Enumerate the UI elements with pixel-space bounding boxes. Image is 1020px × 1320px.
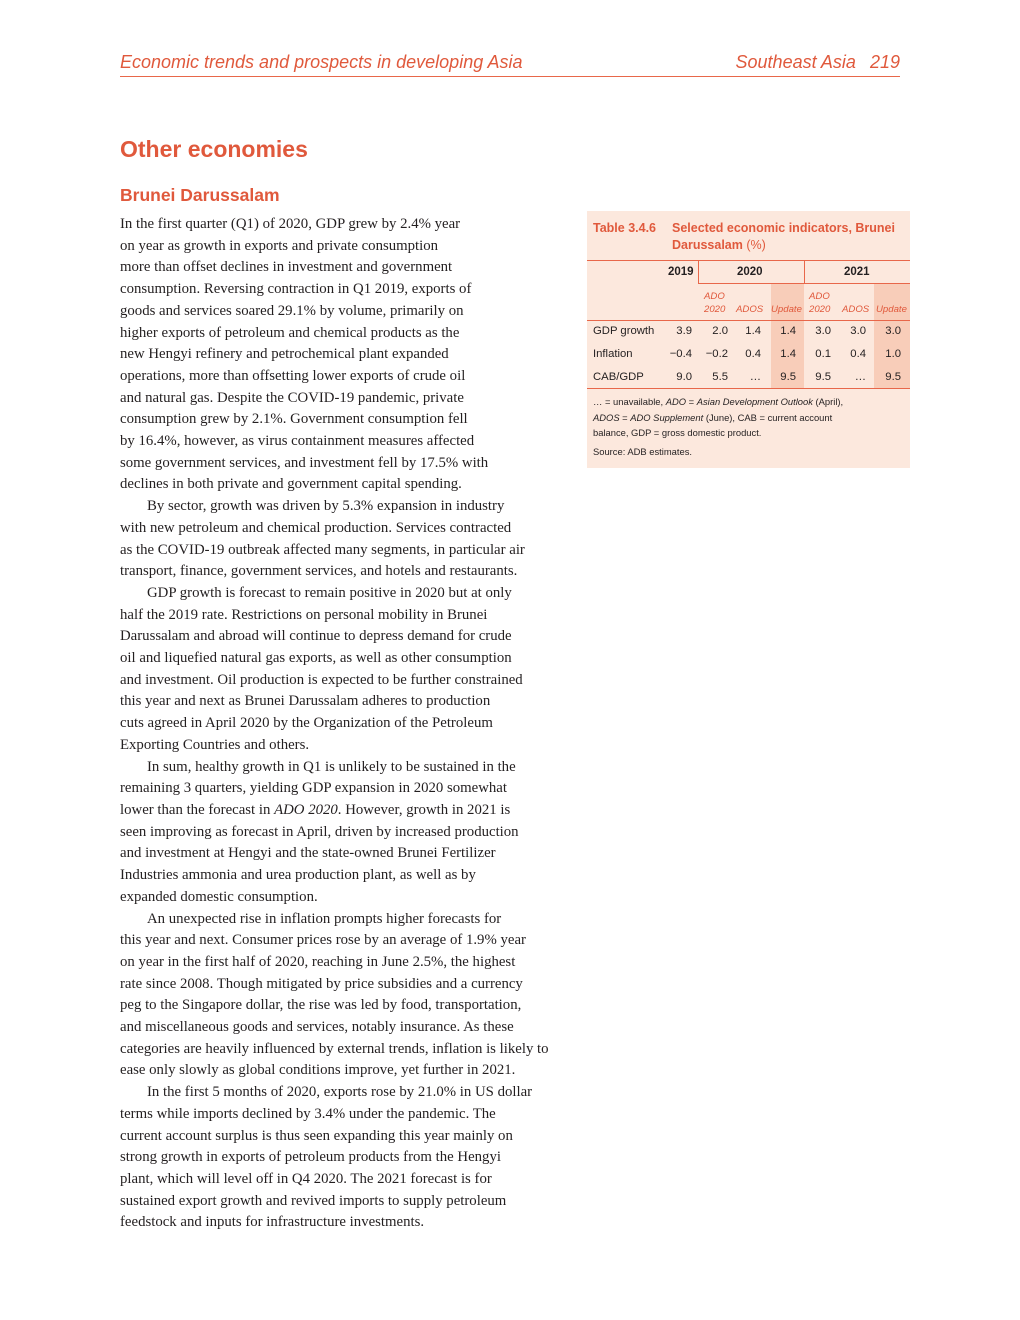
body-line: rate since 2008. Though mitigated by price subsidies and a currency <box>120 975 523 992</box>
body-line: Industries ammonia and urea production plant, as well as by <box>120 867 476 884</box>
page-number: 219 <box>869 52 900 72</box>
section-title: Other economies <box>120 136 308 162</box>
body-line: plant, which will level off in Q4 2020. The 2021 forecast is for <box>120 1170 492 1187</box>
body-line: ease only slowly as global conditions improve, yet further in 2021. <box>120 1062 516 1079</box>
body-line: by 16.4%, however, as virus containment measures affected <box>120 433 475 450</box>
body-line: on year as growth in exports and private consumption <box>120 237 439 254</box>
body-line: consumption grew by 2.1%. Government consumption fell <box>120 411 468 428</box>
table-rule-header <box>587 320 910 321</box>
body-line: this year and next. Consumer prices rose by an average of 1.9% year <box>120 932 526 949</box>
body-line: sustained export growth and revived imports to supply petroleum <box>120 1192 507 1209</box>
row-label: Inflation <box>593 348 633 360</box>
body-line: this year and next as Brunei Darussalam adheres to production <box>120 693 491 710</box>
body-line: categories are heavily influenced by external trends, inflation is likely to <box>120 1040 549 1057</box>
body-line: and miscellaneous goods and services, notably insurance. As these <box>120 1019 514 1036</box>
table-caption <box>672 220 907 254</box>
table-source: Source: ADB estimates. <box>593 446 692 457</box>
body-line: peg to the Singapore dollar, the rise was led by food, transportation, <box>120 997 522 1014</box>
body-line: oil and liquefied natural gas exports, as well as other consumption <box>120 650 512 667</box>
running-header <box>120 52 900 77</box>
table-cell: 2.0 <box>712 325 728 337</box>
subhead-ado-2021: ADO 2020 <box>809 291 831 315</box>
body-line: feedstock and inputs for infrastructure investments. <box>120 1214 425 1231</box>
body-line: and investment. Oil production is expected to be further constrained <box>120 671 523 688</box>
table-rule-bottom <box>587 388 910 389</box>
table-notes: … = unavailable, ADO = Asian Development Outlook (April), ADOS = ADO Supplement (June), CAB = current account balance, GDP = gross domestic product. <box>593 396 844 438</box>
body-line: operations, more than offsetting lower exports of crude oil <box>120 367 466 384</box>
header-book-title: Economic trends and prospects in developing Asia <box>120 52 523 72</box>
row-label: CAB/GDP <box>593 371 644 383</box>
body-line: and investment at Hengyi and the state-owned Brunei Fertilizer <box>120 845 496 862</box>
table-cell: 3.0 <box>815 325 831 337</box>
body-line: current account surplus is thus seen expanding this year mainly on <box>120 1127 513 1144</box>
subhead-update-2021: Update <box>876 304 907 315</box>
table-number: Table 3.4.6 <box>593 221 656 235</box>
table-cell: 5.5 <box>712 371 728 383</box>
body-line: transport, finance, government services, and hotels and restaurants. <box>120 563 518 580</box>
table-cell: … <box>854 371 866 383</box>
header-section <box>736 52 900 73</box>
subhead-ados-2021: ADOS <box>842 304 870 315</box>
subhead-update-2020: Update <box>771 304 802 315</box>
table-rule-top <box>587 260 910 261</box>
year-2020: 2020 <box>737 266 763 278</box>
table-cell: 0.4 <box>745 348 761 360</box>
table-cell: 0.4 <box>850 348 866 360</box>
body-line: on year in the first half of 2020, reaching in June 2.5%, the highest <box>120 953 516 970</box>
body-line: declines in both private and government capital spending. <box>120 476 462 493</box>
body-line: terms while imports declined by 3.4% under the pandemic. The <box>120 1105 496 1122</box>
body-text <box>120 214 628 1234</box>
body-line: lower than the forecast in ADO 2020. However, growth in 2021 is <box>120 801 511 818</box>
body-line: as the COVID-19 outbreak affected many segments, in particular air <box>120 541 525 558</box>
subsection-title: Brunei Darussalam <box>120 185 280 205</box>
table-cell: 9.0 <box>676 371 692 383</box>
body-line: In sum, healthy growth in Q1 is unlikely to be sustained in the <box>147 758 516 775</box>
header-region: Southeast Asia <box>735 52 856 72</box>
year-2021: 2021 <box>844 266 870 278</box>
table-divider-2020 <box>804 261 805 284</box>
table-cell: 9.5 <box>885 371 901 383</box>
body-line: Darussalam and abroad will continue to depress demand for crude <box>120 628 512 645</box>
table-cell: … <box>749 371 761 383</box>
body-line: By sector, growth was driven by 5.3% expansion in industry <box>147 498 505 515</box>
table-cell: −0.4 <box>669 348 692 360</box>
year-2019: 2019 <box>668 266 694 278</box>
table-cell: 9.5 <box>815 371 831 383</box>
body-line: expanded domestic consumption. <box>120 888 318 905</box>
body-line: with new petroleum and chemical production. Services contracted <box>120 519 512 536</box>
table-cell: 3.9 <box>676 325 692 337</box>
subhead-ados-2020: ADOS <box>736 304 764 315</box>
body-line: GDP growth is forecast to remain positive in 2020 but at only <box>147 584 512 601</box>
body-line: remaining 3 quarters, yielding GDP expansion in 2020 somewhat <box>120 780 507 797</box>
body-line: some government services, and investment fell by 17.5% with <box>120 454 489 471</box>
body-line: In the first 5 months of 2020, exports rose by 21.0% in US dollar <box>147 1084 533 1101</box>
table-cell: 3.0 <box>885 325 901 337</box>
table-cell: −0.2 <box>705 348 728 360</box>
table-cell: 0.1 <box>815 348 831 360</box>
subhead-ado-2020: ADO 2020 <box>704 291 726 315</box>
body-line: consumption. Reversing contraction in Q1 2019, exports of <box>120 281 472 298</box>
body-line: In the first quarter (Q1) of 2020, GDP grew by 2.4% year <box>120 216 461 232</box>
body-line: higher exports of petroleum and chemical products as the <box>120 324 460 341</box>
table-cell: 1.0 <box>885 348 901 360</box>
body-line: Exporting Countries and others. <box>120 736 310 753</box>
table-cell: 1.4 <box>745 325 761 337</box>
table-cell: 3.0 <box>850 325 866 337</box>
table-caption-text: Selected economic indicators, Brunei Darussalam <box>672 221 895 252</box>
table-box <box>587 211 910 468</box>
body-line: new Hengyi refinery and petrochemical plant expanded <box>120 346 449 363</box>
table-cell: 9.5 <box>780 371 796 383</box>
table-unit: (%) <box>746 238 766 252</box>
body-line: and natural gas. Despite the COVID-19 pandemic, private <box>120 389 464 406</box>
body-line: more than offset declines in investment and government <box>120 259 453 276</box>
table-cell: 1.4 <box>780 325 796 337</box>
body-line: cuts agreed in April 2020 by the Organization of the Petroleum <box>120 715 493 732</box>
table-cell: 1.4 <box>780 348 796 360</box>
table-divider-2019 <box>698 261 699 284</box>
body-line: half the 2019 rate. Restrictions on personal mobility in Brunei <box>120 606 488 623</box>
body-line: An unexpected rise in inflation prompts higher forecasts for <box>147 910 502 927</box>
row-label: GDP growth <box>593 325 655 337</box>
body-line: strong growth in exports of petroleum products from the Hengyi <box>120 1149 501 1166</box>
body-line: seen improving as forecast in April, driven by increased production <box>120 823 519 840</box>
body-line: goods and services soared 29.1% by volume, primarily on <box>120 302 464 319</box>
